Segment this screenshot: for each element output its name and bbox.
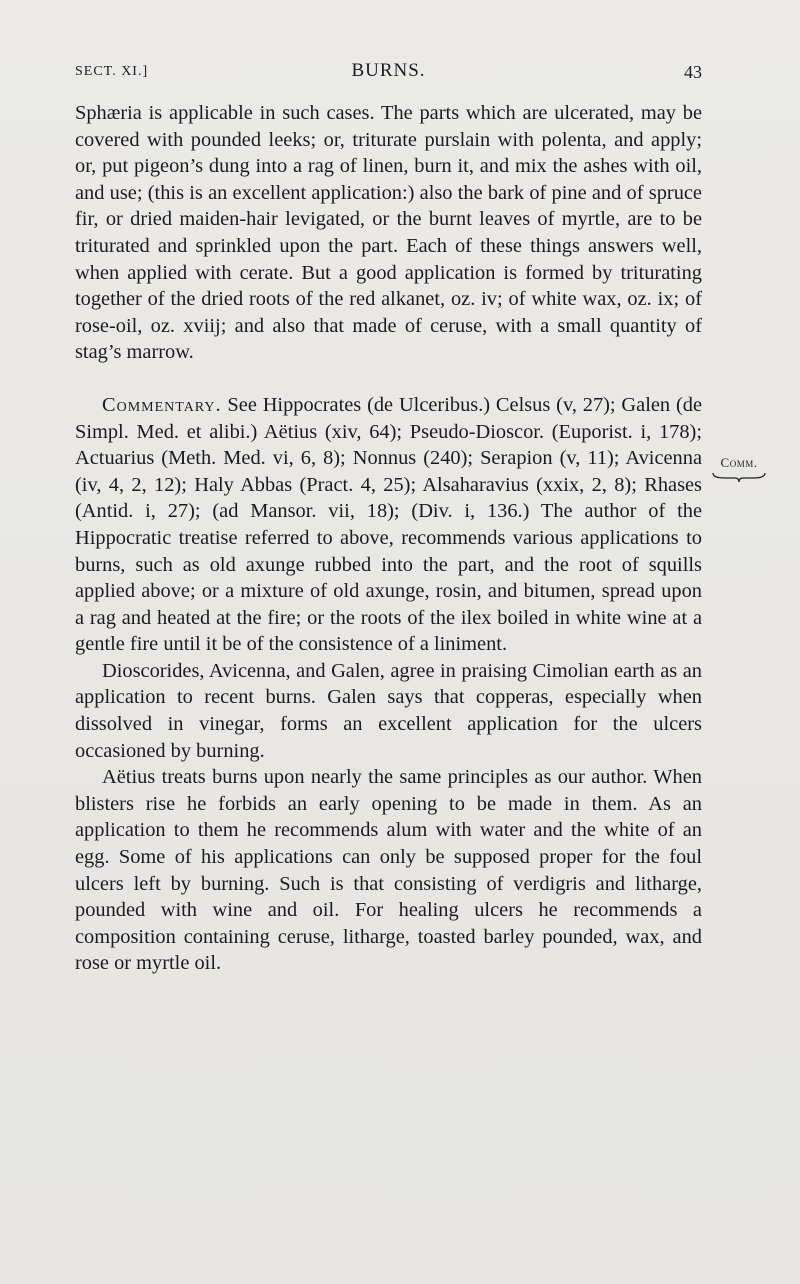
chapter-title: BURNS. <box>351 60 426 81</box>
paragraph-dioscorides: Dioscorides, Avicenna, and Galen, agree in praising Cimolian earth as an application to recent burns. Galen says that copperas, especially when dissolved in vinegar, forms an excellent application for the ulcers occasioned by burning. <box>75 659 702 762</box>
commentary-text: See Hippocrates (de Ulceribus.) Celsus (v, 27); Galen (de Simpl. Med. et alibi.) Aëtius (xiv, 64); Pseudo-Dioscor. (Euporist. i, 178); Actuarius (Meth. Med. vi, 6, 8); Nonnus (240); Serapion (v, 11); Avicenna (iv, 4, 2, 12); Haly Abbas (Pract. 4, 25); Alsaharavius (xxix, 2, 8); Rhases (Antid. i, 27); (ad Mansor. vii, 18); (Div. i, 136.) The author of the Hippocratic treatise referred to above, recommends various applications to burns, such as old axunge rubbed into the part, and the root of squills applied above; or a mixture of old axunge, rosin, and bitumen, spread upon a rag and heated at the fire; or the roots of the ilex boiled in white wine at a gentle fire until it be of the consistence of a liniment. <box>75 393 702 656</box>
brace-icon <box>711 471 767 483</box>
margin-note <box>708 455 770 483</box>
paragraph-gap <box>75 366 702 392</box>
running-head <box>75 60 702 88</box>
margin-note-label: Comm. <box>720 455 758 470</box>
paragraph-aetius: Aëtius treats burns upon nearly the same principles as our author. When blisters rise he forbids an early opening to be made in them. As an application to them he recommends alum with water and the white of an egg. Some of his applications can only be supposed proper for the foul ulcers left by burning. Such is that consisting of verdigris and litharge, pounded with wine and oil. For healing ulcers he recommends a composition containing ceruse, litharge, toasted barley pounded, wax, and rose or myrtle oil. <box>75 766 702 975</box>
main-text <box>75 100 702 977</box>
commentary-label: Commentary. <box>102 393 222 416</box>
paragraph-commentary <box>75 392 702 658</box>
section-reference: SECT. XI.] <box>75 64 149 79</box>
paragraph-burn-applications: Sphæria is applicable in such cases. The parts which are ulcerated, may be covered with pounded leeks; or, triturate purslain with polenta, and apply; or, put pigeon’s dung into a rag of linen, burn it, and mix the ashes with oil, and use; (this is an excellent application:) also the bark of pine and of spruce fir, or dried maiden-hair levigated, or the burnt leaves of myrtle, are to be triturated and sprinkled upon the part. Each of these things answers well, when applied with cerate. But a good application is formed by triturating together of the dried roots of the red alkanet, oz. iv; of white wax, oz. ix; of rose-oil, oz. xviij; and also that made of ceruse, with a small quantity of stag’s marrow. <box>75 102 702 364</box>
page-number: 43 <box>684 62 702 82</box>
